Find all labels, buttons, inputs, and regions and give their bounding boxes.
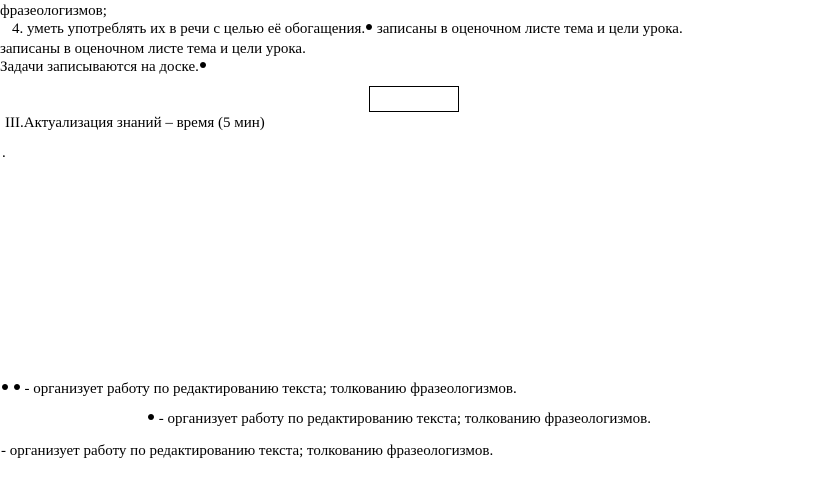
bullet-line-2 bbox=[147, 410, 651, 428]
bullet-line-2-text: - организует работу по редактированию текста; толкованию фразеологизмов. bbox=[155, 411, 651, 427]
bullet-icon bbox=[2, 384, 8, 390]
text-line-recorded bbox=[0, 40, 306, 58]
line2-text-a: 4. уметь употреблять их в речи с целью её обогащения. bbox=[12, 21, 366, 37]
section-heading bbox=[5, 114, 265, 132]
bullet-icon bbox=[366, 24, 372, 30]
text-line-skill-4 bbox=[12, 20, 683, 38]
line3-text: записаны в оценочном листе тема и цели урока. bbox=[0, 41, 306, 57]
stray-dot-text: . bbox=[2, 145, 6, 161]
section-heading-text: III.Актуализация знаний – время (5 мин) bbox=[5, 115, 265, 131]
bullet-icon bbox=[14, 384, 20, 390]
bullet-line-1-text: - организует работу по редактированию текста; толкованию фразеологизмов. bbox=[20, 381, 517, 397]
stray-dot bbox=[2, 144, 6, 162]
line4-text: Задачи записываются на доске. bbox=[0, 59, 199, 75]
bullet-icon bbox=[200, 62, 206, 68]
text-line-phraseology bbox=[0, 2, 107, 20]
bullet-line-1 bbox=[1, 380, 517, 398]
text-line-tasks bbox=[0, 58, 207, 76]
bullet-icon bbox=[148, 414, 154, 420]
line2-text-b: записаны в оценочном листе тема и цели урока. bbox=[373, 21, 683, 37]
empty-frame bbox=[369, 86, 459, 112]
dash-line bbox=[1, 442, 493, 460]
dash-line-text: - организует работу по редактированию текста; толкованию фразеологизмов. bbox=[1, 443, 494, 459]
line1-text: фразеологизмов; bbox=[0, 3, 107, 19]
